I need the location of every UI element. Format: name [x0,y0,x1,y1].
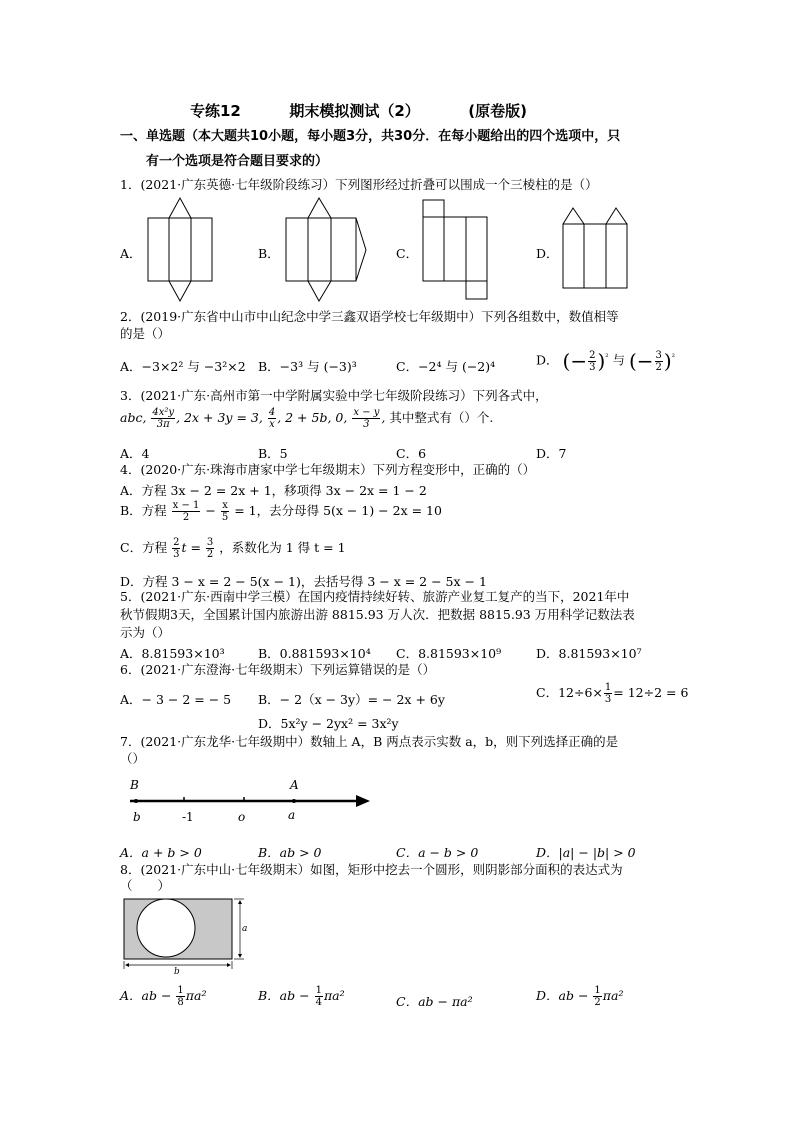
q3-expression [120,407,493,430]
q4-c-frac-1-num: 2 [173,537,180,548]
q7-stem-2: （） [120,751,146,766]
q2-option-c: C．−2⁴ 与 (−2)⁴ [396,359,496,374]
q2-d-fraction-2-num: 3 [655,349,662,361]
q4-option-b: B．方程 $\frac{x - 1}{2}$ − $\frac{x}{5}$ = 1，去分母得 5(x − 1) − 2x = 10 [120,500,442,523]
q2-d-exp-2: ² [671,352,675,362]
q2-d-fraction-1-num: 2 [589,349,596,361]
q8-figure [118,893,258,975]
q6-c-pre: C．12÷6× [536,685,603,700]
q1-label-d: D． [536,246,559,261]
q1-figure-a [145,195,217,305]
q3-frac-1-num: 4x²y [152,407,175,418]
q8-b-frac-num: 1 [315,985,322,996]
q7-option-a: A．a + b > 0 [120,845,202,860]
q8-a-pre: A．ab − [120,988,172,1003]
q5-option-b: B．0.881593×10⁴ [258,646,371,661]
q8-a-frac-num: 1 [177,985,184,996]
q2-d-and: 与 [612,352,625,368]
q2-d-paren-close-1: ) [597,349,606,373]
q3-option-b: B．5 [258,446,288,461]
q4-c-pre: C．方程 [120,540,168,555]
q3-stem: 3．(2021·广东·高州市第一中学附属实验中学七年级阶段练习）下列各式中， [120,388,548,403]
q7-label-a: a [288,808,296,822]
q8-d-frac-num: 1 [594,985,601,996]
q7-number-line [120,775,380,827]
q1-figure-b [283,195,368,305]
q1-label-a: A． [120,246,142,261]
q2-d-paren-close-2: ) [663,349,672,373]
q8-option-b [258,985,345,1008]
q2-d-fraction-1-den: 3 [589,361,596,373]
q8-option-a [120,985,206,1008]
q6-option-a: A．− 3 − 2 = − 5 [120,692,232,707]
q3-expr-sep2: , 2 + 5b, 0, [277,410,348,425]
title-main: 专练12 [190,102,241,120]
q8-label-b: b [174,967,180,975]
q5-stem-3: 示为（） [120,625,171,640]
q6-c-frac-num: 1 [604,682,612,693]
q8-stem: 8．(2021·广东中山·七年级期末）如图，矩形中挖去一个圆形，则阴影部分面积的表达式为 [120,862,623,877]
q8-option-c: C．ab − πa² [396,994,473,1009]
q4-c-post: ，系数化为 1 得 t = 1 [219,540,346,555]
q8-d-frac [593,985,601,1008]
q4-b-pre: B．方程 [120,503,167,518]
q4-c-frac-2-num: 3 [206,537,214,548]
q3-expr-end: , [381,410,386,425]
q5-option-d: D．8.81593×10⁷ [536,646,642,661]
q3-option-c: C．6 [396,446,427,461]
q6-c-frac-den: 3 [604,694,612,705]
q3-frac-3-num: x − y [353,407,380,418]
q2-stem-2: 的是（） [120,326,171,341]
q8-stem-2: （ ） [120,878,171,893]
q3-frac-2-num: 4 [268,407,276,418]
q4-option-c: C．方程 $\frac{2}{3}$ t = $\frac{3}{2}$ ，系数化为 1 得 t = 1 [120,537,346,560]
q4-b-post: = 1，去分母得 5(x − 1) − 2x = 10 [234,503,442,518]
q4-option-d: D．方程 3 − x = 2 − 5(x − 1)，去括号得 3 − x = 2 − 5x − 1 [120,574,487,589]
q5-option-a: A．8.81593×10³ [120,646,225,661]
q2-d-paren-open-2: (− [628,349,654,373]
q3-frac-2-den: x [269,419,275,430]
q7-label-b: b [133,810,141,824]
q6-option-b: B．− 2（x − 3y）= − 2x + 6y [258,692,445,707]
q4-b-frac-2-den: 5 [221,512,229,523]
q1-label-c: C． [396,246,419,261]
q8-label-a: a [242,924,248,934]
q5-stem-2: 秋节假期3天，全国累计国内旅游出游 8815.93 万人次．把数据 8815.93 万用科学记数法表 [120,607,635,622]
q2-option-b: B．−3³ 与 (−3)³ [258,359,357,374]
title-version: (原卷版) [468,102,527,120]
q5-option-c: C．8.81593×10⁹ [396,646,502,661]
q7-label-m1: -1 [182,810,194,824]
q6-c-post: = 12÷2 = 6 [613,685,689,700]
q2-d-exp-1: ² [605,352,609,362]
section-heading-line2: 有一个选项是符合题目要求的） [146,154,329,169]
q8-d-post: πa² [602,988,624,1003]
q6-option-c [536,682,688,705]
q2-option-a: A．−3×2² 与 −3²×2 [120,359,246,374]
q3-frac-3 [352,407,380,430]
q2-option-d [536,349,675,373]
q7-label-A: A [290,778,299,792]
q8-b-post: πa² [323,988,345,1003]
q4-c-frac-2 [206,537,214,560]
q8-b-frac [315,985,323,1008]
q8-d-frac-den: 2 [594,997,601,1008]
q8-d-pre: D．ab − [536,988,589,1003]
page-title [190,100,527,121]
q8-a-frac-den: 8 [177,997,184,1008]
q3-expr-sep1: , 2x + 3y = 3, [176,410,263,425]
q3-expr-tail: 其中整式有（）个. [389,410,494,425]
q2-option-d-label: D． [536,352,559,368]
q7-option-c: C．a − b > 0 [396,845,479,860]
section-heading-line1: 一、单选题（本大题共10小题，每小题3分，共30分．在每小题给出的四个选项中，只 [120,129,621,144]
q7-label-o: o [238,810,246,824]
q4-c-frac-1-den: 3 [173,549,180,560]
q4-b-frac-1-num: x − 1 [172,500,200,511]
q3-option-a: A．4 [120,446,150,461]
q6-option-d: D．5x²y − 2yx² = 3x²y [258,716,399,731]
q3-expr-abc: abc, [120,410,147,425]
q7-stem: 7．(2021·广东龙华·七年级期中）数轴上 A，B 两点表示实数 a，b，则下列选择正确的是 [120,734,619,749]
q1-figure-d [560,205,632,291]
q1-label-b: B． [258,246,280,261]
q3-frac-1-den: 3π [156,419,170,430]
q6-c-frac [604,682,612,705]
q7-option-d: D．|a| − |b| > 0 [536,845,636,860]
title-name: 期末模拟测试（2） [289,102,420,120]
q3-frac-1 [151,407,175,430]
q7-label-B: B [130,778,139,792]
q2-stem-1: 2．(2019·广东省中山市中山纪念中学三鑫双语学校七年级期中）下列各组数中，数值相等 [120,309,619,324]
q3-frac-2 [268,407,276,430]
q8-option-d [536,985,623,1008]
q8-b-pre: B．ab − [258,988,310,1003]
q4-c-frac-2-den: 2 [206,549,214,560]
q8-a-frac [176,985,184,1008]
q2-d-paren-open-1: (− [562,349,588,373]
q5-stem-1: 5．(2021·广东·西南中学三模）在国内疫情持续好转、旅游产业复工复产的当下，2021年中 [120,589,630,604]
q2-d-fraction-2-den: 2 [655,361,662,373]
q6-stem: 6．(2021·广东澄海·七年级期末）下列运算错误的是（） [120,662,436,677]
q4-option-a: A．方程 3x − 2 = 2x + 1，移项得 3x − 2x = 1 − 2 [120,483,427,498]
q2-d-fraction-1 [588,350,596,373]
q4-b-frac-2-num: x [222,500,228,511]
q3-option-d: D．7 [536,446,567,461]
q4-c-frac-1 [172,537,180,560]
q1-stem: 1．(2021·广东英德·七年级阶段练习）下列图形经过折叠可以围成一个三棱柱的是（） [120,177,598,192]
q1-figure-c [420,198,492,304]
q4-b-frac-1 [172,500,201,523]
q8-a-post: πa² [185,988,207,1003]
q4-stem: 4．(2020·广东·珠海市唐家中学七年级期末）下列方程变形中，正确的（） [120,462,536,477]
q3-frac-3-den: 3 [363,419,370,430]
q8-b-frac-den: 4 [315,997,322,1008]
q4-b-frac-2 [221,500,229,523]
q2-d-fraction-2 [655,350,663,373]
q4-b-frac-1-den: 2 [182,512,190,523]
q7-option-b: B．ab > 0 [258,845,322,860]
